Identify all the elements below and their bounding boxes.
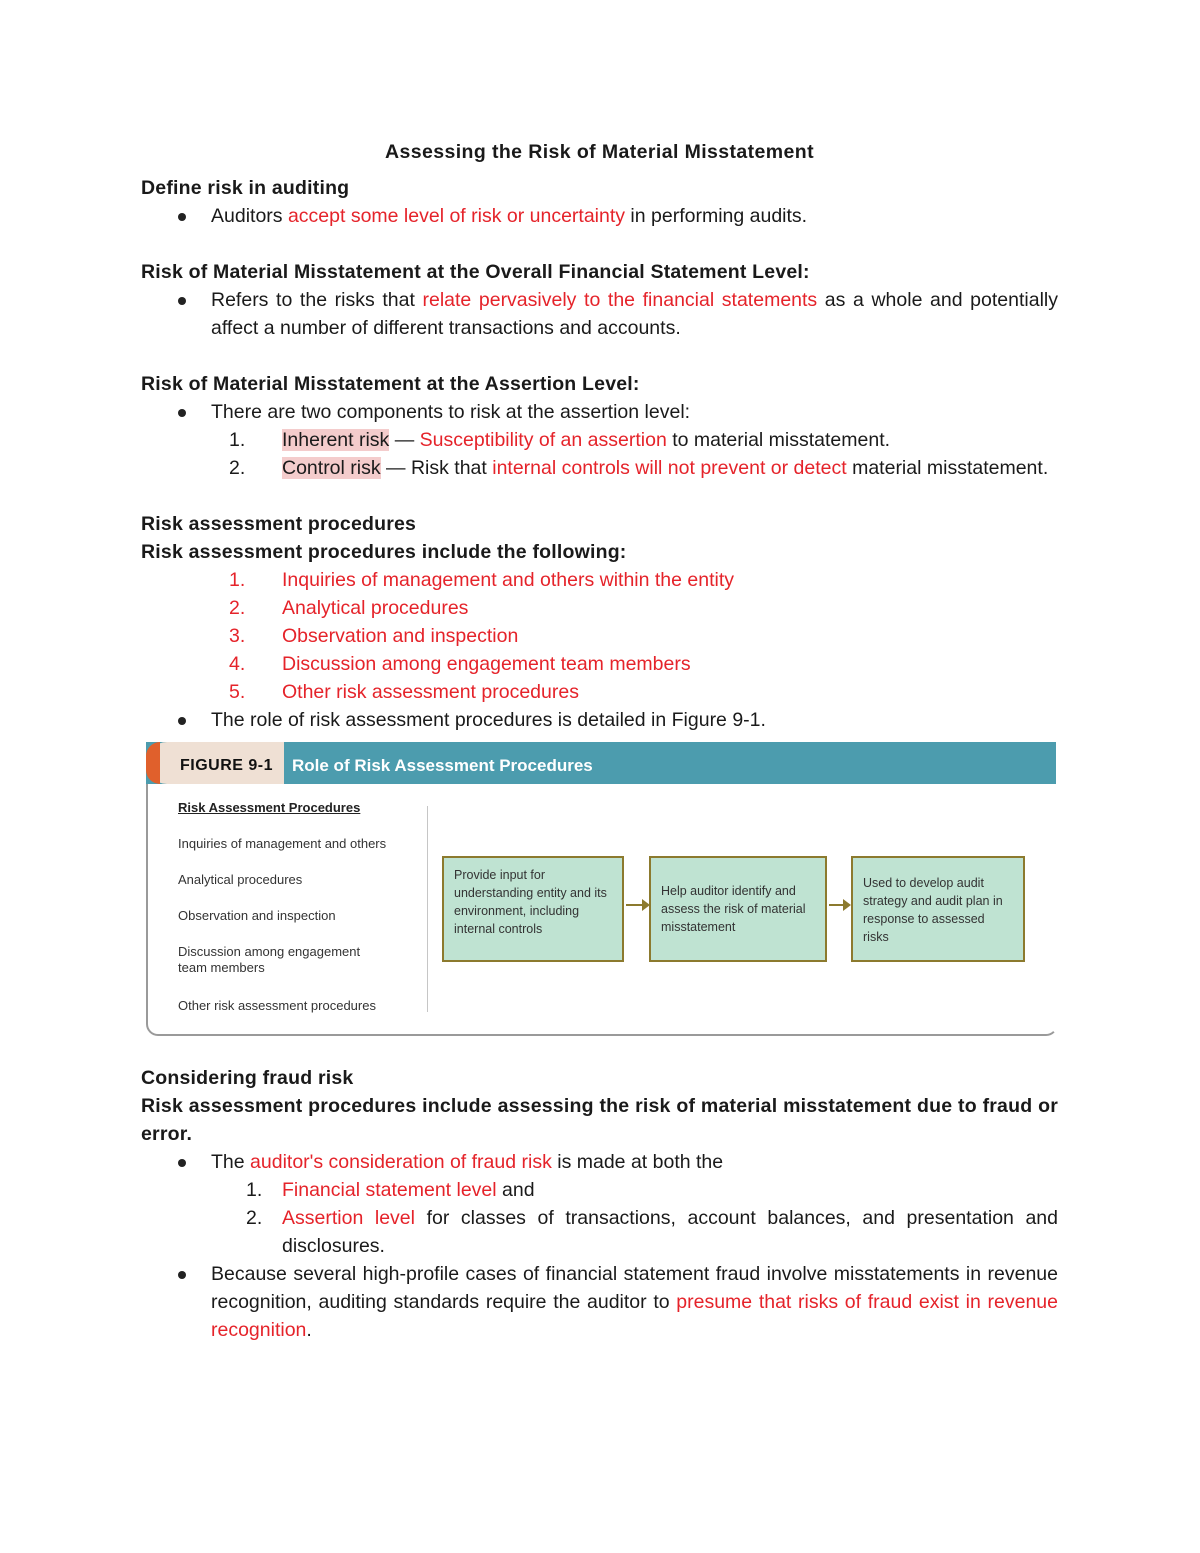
figure-list-item: Inquiries of management and others bbox=[178, 836, 387, 851]
section-heading-fraud-risk: Considering fraud risk bbox=[141, 1067, 354, 1089]
figure-box-input: Provide input for understanding entity and its environment, including internal controls bbox=[442, 856, 624, 962]
list-item-financial-statement-level: 1. Financial statement level and bbox=[246, 1179, 535, 1201]
bullet-item: There are two components to risk at the assertion level: bbox=[141, 398, 1058, 426]
list-item-assertion-level: 2. Assertion level for classes of transactions, account balances, and presentation and disclosures. bbox=[246, 1207, 1058, 1257]
figure-number: FIGURE 9-1 bbox=[180, 757, 274, 774]
figure-list-item: Analytical procedures bbox=[178, 872, 303, 887]
arrow-right-icon bbox=[626, 904, 648, 906]
section-heading-risk-in-auditing: Define risk in auditing bbox=[141, 177, 350, 199]
figure-list-item: Observation and inspection bbox=[178, 908, 336, 923]
bullet-item: Refers to the risks that relate pervasively to the financial statements as a whole and potentially affect a number of different transactions and accounts. bbox=[141, 286, 1058, 342]
bullet-item: The auditor's consideration of fraud risk is made at both the bbox=[141, 1148, 1058, 1176]
document-page bbox=[141, 138, 1058, 1344]
figure-bracket bbox=[427, 806, 428, 1012]
figure-box-strategy: Used to develop audit strategy and audit plan in response to assessed risks bbox=[851, 856, 1025, 962]
section-heading-assertion-level: Risk of Material Misstatement at the Assertion Level: bbox=[141, 373, 640, 395]
figure-list-item: Other risk assessment procedures bbox=[178, 998, 376, 1013]
section-subheading: Risk assessment procedures include the following: bbox=[141, 541, 627, 563]
list-item-inherent-risk: 1. Inherent risk — Susceptibility of an assertion to material misstatement. bbox=[229, 429, 891, 451]
arrow-right-icon bbox=[829, 904, 849, 906]
figure-list-heading: Risk Assessment Procedures bbox=[178, 800, 361, 815]
list-item: 3. Observation and inspection bbox=[229, 625, 519, 647]
bullet-item: Auditors accept some level of risk or uncertainty in performing audits. bbox=[141, 202, 1058, 230]
list-item: 2. Analytical procedures bbox=[229, 597, 469, 619]
figure-box-assess: Help auditor identify and assess the risk of material misstatement bbox=[649, 856, 827, 962]
list-item: 4. Discussion among engagement team members bbox=[229, 653, 691, 675]
bullet-item: Because several high-profile cases of financial statement fraud involve misstatements in revenue recognition, auditing standards require the auditor to presume that risks of fraud exist in revenue recognition. bbox=[141, 1260, 1058, 1344]
figure-9-1 bbox=[146, 742, 1056, 1038]
figure-title: Role of Risk Assessment Procedures bbox=[292, 756, 593, 775]
section-heading-risk-assessment-procedures: Risk assessment procedures bbox=[141, 513, 417, 535]
bullet-item: The role of risk assessment procedures is detailed in Figure 9-1. bbox=[141, 706, 1058, 734]
list-item: 5. Other risk assessment procedures bbox=[229, 681, 579, 703]
list-item-control-risk: 2. Control risk — Risk that internal controls will not prevent or detect material misstatement. bbox=[229, 457, 1049, 479]
figure-list-item: Discussion among engagement team members bbox=[178, 944, 361, 975]
list-item: 1. Inquiries of management and others within the entity bbox=[229, 569, 735, 591]
document-title: Assessing the Risk of Material Misstatement bbox=[385, 141, 814, 163]
section-subheading: Risk assessment procedures include assessing the risk of material misstatement due to fraud or error. bbox=[141, 1095, 1058, 1145]
section-heading-financial-statement-level: Risk of Material Misstatement at the Overall Financial Statement Level: bbox=[141, 261, 810, 283]
